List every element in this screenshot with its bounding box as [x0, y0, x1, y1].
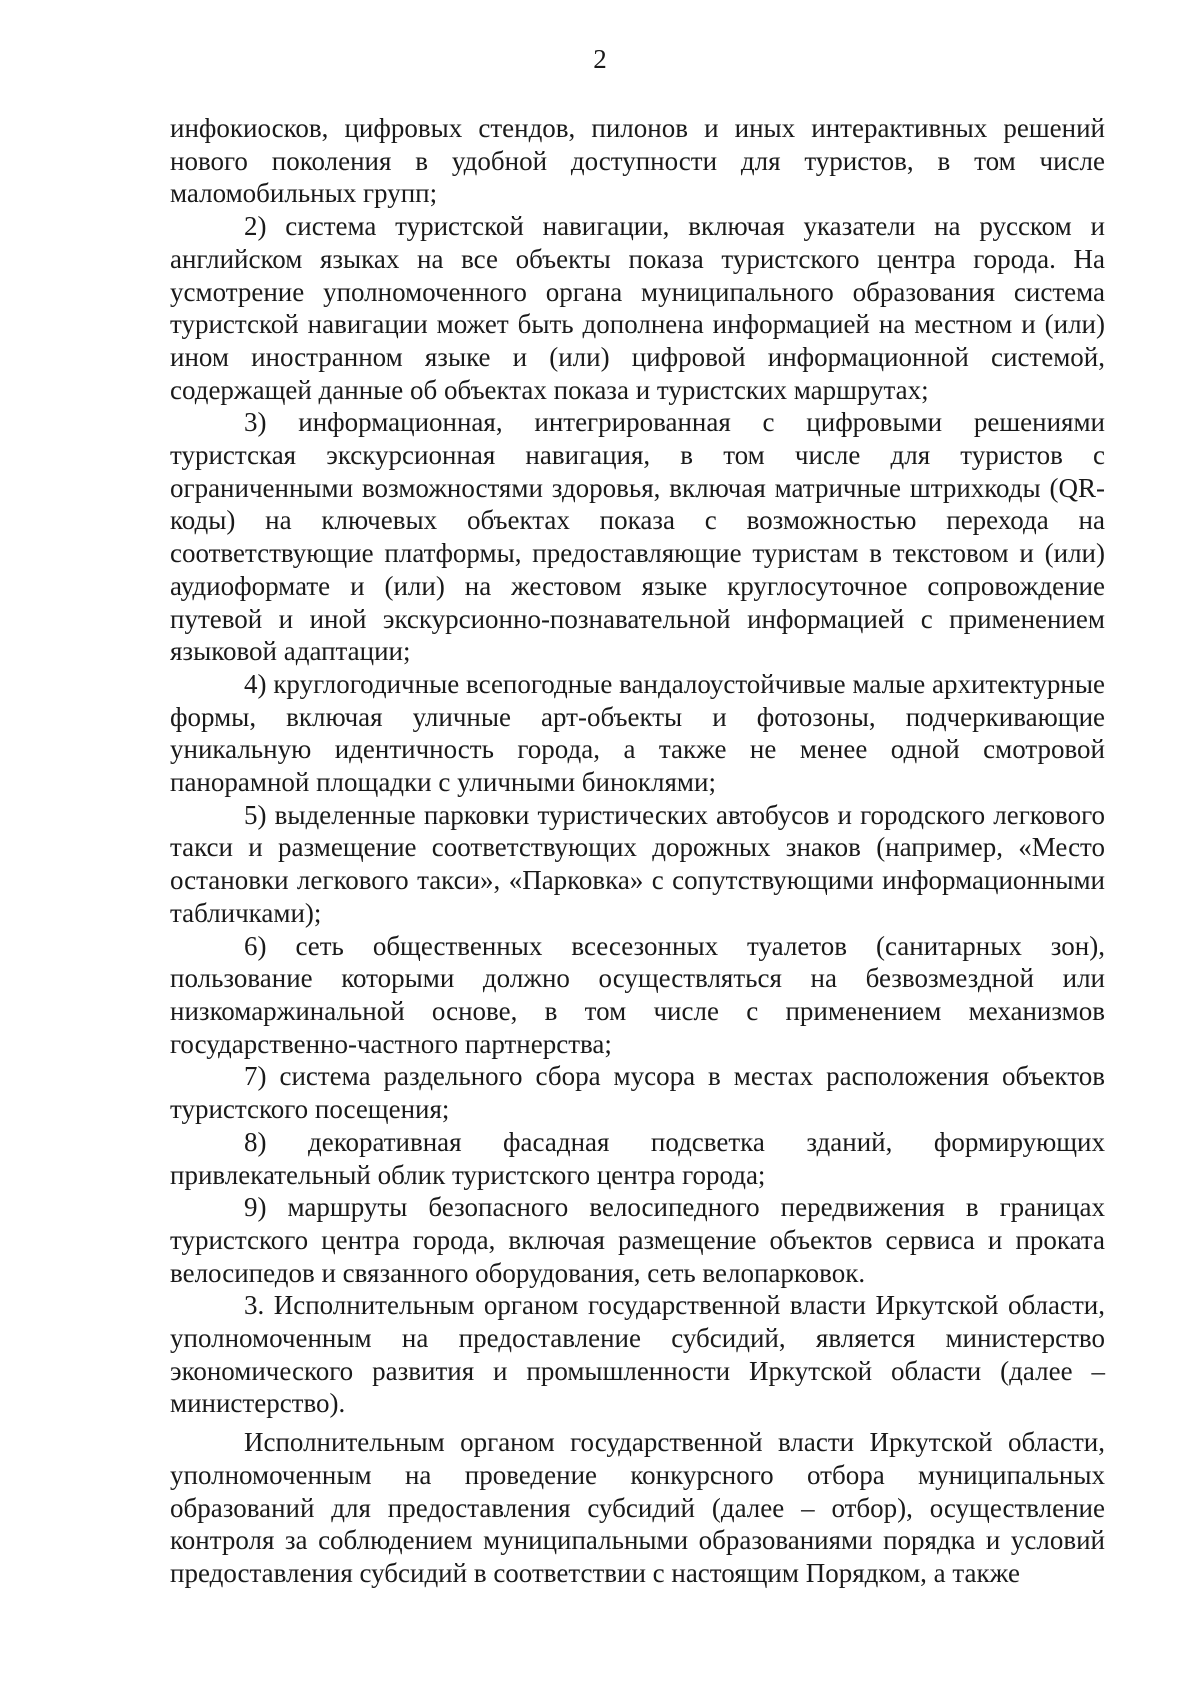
paragraph-continuation: инфокиосков, цифровых стендов, пилонов и иных интерактивных решений нового поколения в удобной доступности для туристов, в том числе маломобильных групп; [170, 113, 1105, 209]
document-body [170, 112, 1105, 1590]
list-item-8: 8) декоративная фасадная подсветка зданий, формирующих привлекательный облик туристского центра города; [170, 1126, 1105, 1190]
list-item-5: 5) выделенные парковки туристических автобусов и городского легкового такси и размещение соответствующих дорожных знаков (например, «Место остановки легкового такси», «Парковка» с сопутствующими информационными табличками); [170, 799, 1105, 928]
list-item-4: 4) круглогодичные всепогодные вандалоустойчивые малые архитектурные формы, включая уличные арт-объекты и фотозоны, подчеркивающие уникальную идентичность города, а также не менее одной смотровой панорамной площадки с уличными биноклями; [170, 668, 1105, 798]
list-item-3: 3) информационная, интегрированная с цифровыми решениями туристская экскурсионная навигация, в том числе для туристов с ограниченными возможностями здоровья, включая матричные штрихкоды (QR-коды) на ключевых объектах показа с возможностью перехода на соответствующие платформы, предоставляющие туристам в текстовом и (или) аудиоформате и (или) на жестовом языке круглосуточное сопровождение путевой и иной экскурсионно-познавательной информацией с применением языковой адаптации; [170, 407, 1105, 667]
list-item-7: 7) система раздельного сбора мусора в местах расположения объектов туристского посещения; [170, 1061, 1105, 1125]
list-item-6: 6) сеть общественных всесезонных туалетов (санитарных зон), пользование которыми должно осуществляться на безвозмездной или низкомаржинальной основе, в том числе с применением механизмов государственно-частного партнерства; [170, 930, 1105, 1059]
section-3-paragraph: 3. Исполнительным органом государственной власти Иркутской области, уполномоченным на предоставление субсидий, является министерство экономического развития и промышленности Иркутской области (далее – министерство). [170, 1290, 1105, 1419]
authority-paragraph: Исполнительным органом государственной власти Иркутской области, уполномоченным на проведение конкурсного отбора муниципальных образований для предоставления субсидий (далее – отбор), осуществление контроля за соблюдением муниципальными образованиями порядка и условий предоставления субсидий в соответствии с настоящим Порядком, а также [170, 1427, 1105, 1588]
page-number: 2 [593, 44, 607, 74]
list-item-9: 9) маршруты безопасного велосипедного передвижения в границах туристского центра города, включая размещение объектов сервиса и проката велосипедов и связанного оборудования, сеть велопарковок. [170, 1192, 1105, 1288]
list-item-2: 2) система туристской навигации, включая указатели на русском и английском языках на все объекты показа туристского центра города. На усмотрение уполномоченного органа муниципального образования система туристской навигации может быть дополнена информацией на местном и (или) ином иностранном языке и (или) цифровой информационной системой, содержащей данные об объектах показа и туристских маршрутах; [170, 211, 1105, 405]
